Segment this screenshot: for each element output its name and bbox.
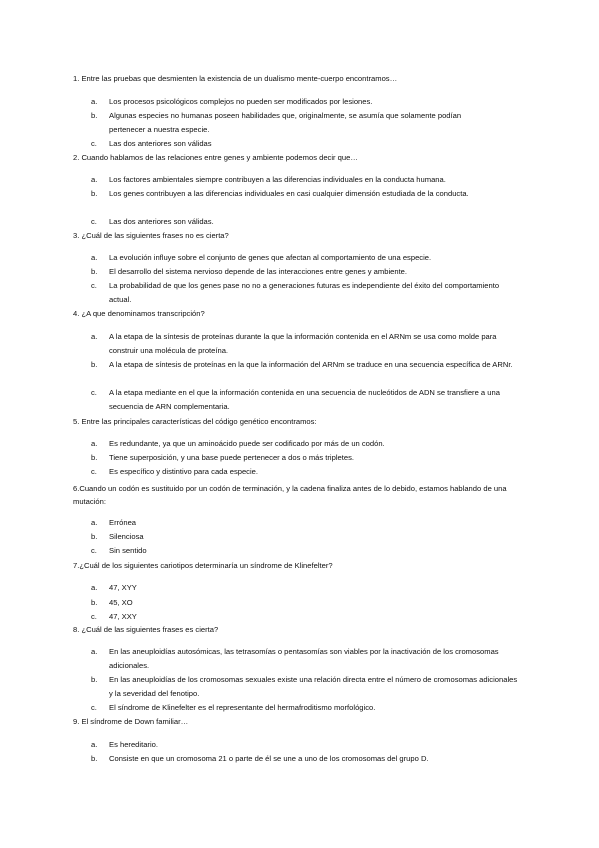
option-text: Los procesos psicológicos complejos no pueden ser modificados por lesiones. — [109, 97, 373, 106]
option-letter: b. — [91, 453, 98, 462]
option-text: Sin sentido — [109, 546, 147, 555]
option-letter: b. — [91, 532, 98, 541]
option-letter: c. — [91, 139, 97, 148]
question-4: 4. ¿A que denominamos transcripción? — [73, 309, 205, 318]
option-letter: b. — [91, 598, 98, 607]
option-letter: c. — [91, 612, 97, 621]
option-letter: a. — [91, 583, 98, 592]
option-text: Es redundante, ya que un aminoácido puede ser codificado por más de un codón. — [109, 439, 385, 448]
option-text: A la etapa de síntesis de proteínas en la que la información del ARNm se traduce en una secuencia específica de ARNr. — [109, 360, 513, 369]
option-letter: a. — [91, 439, 98, 448]
option-letter: a. — [91, 332, 98, 341]
option-letter: b. — [91, 754, 98, 763]
option-text: En las aneuploidías autosómicas, las tetrasomías o pentasomías son viables por la inactivación de los cromosomas adicionales. — [109, 647, 499, 670]
option-letter: a. — [91, 175, 98, 184]
question-2: 2. Cuando hablamos de las relaciones entre genes y ambiente podemos decir que… — [73, 153, 358, 162]
option-letter: c. — [91, 546, 97, 555]
question-3: 3. ¿Cuál de las siguientes frases no es cierta? — [73, 231, 229, 240]
option-letter: c. — [91, 467, 97, 476]
option-text: Es específico y distintivo para cada especie. — [109, 467, 259, 476]
option-letter: c. — [91, 703, 97, 712]
option-text: Errónea — [109, 518, 137, 527]
option-text: El desarrollo del sistema nervioso depende de las interacciones entre genes y ambiente. — [109, 267, 408, 276]
question-9: 9. El síndrome de Down familiar… — [73, 717, 189, 726]
option-text: 47, XXY — [109, 612, 137, 621]
option-letter: c. — [91, 281, 97, 290]
option-letter: b. — [91, 267, 98, 276]
option-letter: b. — [91, 111, 98, 120]
option-text: Tiene superposición, y una base puede pertenecer a dos o más tripletes. — [109, 453, 354, 462]
option-text: 47, XYY — [109, 583, 137, 592]
option-text: Silenciosa — [109, 532, 144, 541]
option-text: A la etapa de la síntesis de proteínas durante la que la información contenida en el ARNm se usa como molde para construir una molécula de proteína. — [109, 332, 497, 355]
question-7: 7.¿Cuál de los siguientes cariotipos determinaría un síndrome de Klinefelter? — [73, 561, 333, 570]
option-letter: b. — [91, 675, 98, 684]
option-letter: a. — [91, 518, 98, 527]
option-letter: a. — [91, 647, 98, 656]
question-1: 1. Entre las pruebas que desmienten la existencia de un dualismo mente-cuerpo encontramos… — [73, 74, 398, 83]
option-text: Los genes contribuyen a las diferencias individuales en casi cualquier dimensión estudiada de la conducta. — [109, 189, 469, 198]
option-text: A la etapa mediante en el que la información contenida en una secuencia de nucleótidos de ADN se transfiere a una secuencia de ARN complementaria. — [109, 388, 500, 411]
option-text: Los factores ambientales siempre contribuyen a las diferencias individuales en la conducta humana. — [109, 175, 446, 184]
option-letter: a. — [91, 253, 98, 262]
option-text: La evolución influye sobre el conjunto de genes que afectan al comportamiento de una especie. — [109, 253, 432, 262]
option-text: Algunas especies no humanas poseen habilidades que, originalmente, se asumía que solamente podían pertenecer a nuestra especie. — [109, 111, 462, 134]
option-text: Consiste en que un cromosoma 21 o parte de él se une a uno de los cromosomas del grupo D. — [109, 754, 429, 763]
option-text: 45, XO — [109, 598, 133, 607]
option-letter: c. — [91, 388, 97, 397]
question-8: 8. ¿Cuál de las siguientes frases es cierta? — [73, 625, 219, 634]
option-letter: a. — [91, 740, 98, 749]
option-letter: c. — [91, 217, 97, 226]
option-letter: b. — [91, 360, 98, 369]
option-text: En las aneuploidías de los cromosomas sexuales existe una relación directa entre el número de cromosomas adicionales y la severidad del fenotipo. — [109, 675, 518, 698]
question-5: 5. Entre las principales características del código genético encontramos: — [73, 417, 317, 426]
option-text: La probabilidad de que los genes pase no no a generaciones futuras es independiente del éxito del comportamiento actual. — [109, 281, 500, 304]
question-6: 6.Cuando un codón es sustituido por un codón de terminación, y la cadena finaliza antes de lo debido, estamos hablando de una mutación: — [73, 484, 507, 506]
option-letter: a. — [91, 97, 98, 106]
option-letter: b. — [91, 189, 98, 198]
option-text: Las dos anteriores son válidas — [109, 139, 212, 148]
option-text: Es hereditario. — [109, 740, 158, 749]
option-text: Las dos anteriores son válidas. — [109, 217, 214, 226]
option-text: El síndrome de Klinefelter es el representante del hermafroditismo morfológico. — [109, 703, 376, 712]
